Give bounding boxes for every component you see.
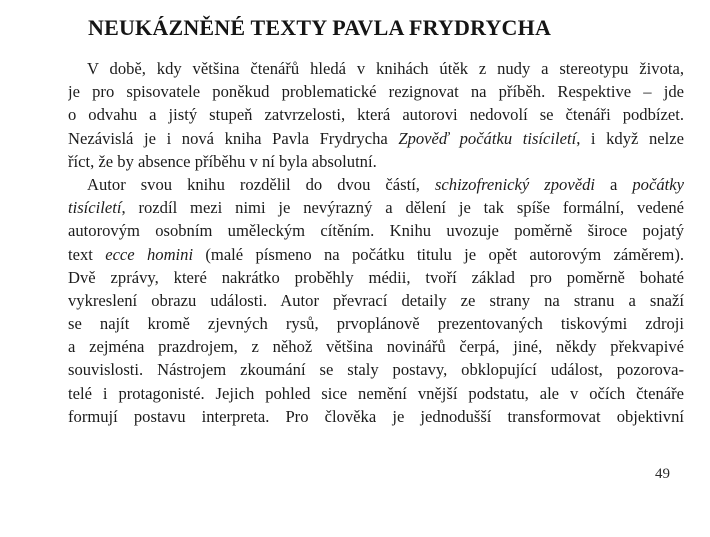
text-segment: vykreslení obrazu události. Autor převrací detaily ze strany na stranu a snaží xyxy=(68,290,684,310)
text-segment: telé i protagonisté. Jejich pohled sice nemění vnější podstatu, ale v očích čtenáře xyxy=(68,383,684,403)
text-segment: (malé písmeno na počátku titulu je opět autorovým záměrem). xyxy=(193,244,684,264)
text-line xyxy=(68,196,684,219)
text-line xyxy=(68,243,684,266)
text-segment: o odvahu a jistý stupeň zatvrzelosti, která autorovi nedovolí se čtenáři podbízet. xyxy=(68,105,684,125)
text-segment: Autor svou knihu rozdělil do dvou částí, xyxy=(87,174,435,194)
text-line xyxy=(68,405,684,428)
text-line xyxy=(68,173,684,196)
text-segment: Nezávislá je i nová kniha Pavla Frydrycha xyxy=(68,128,399,148)
text-line xyxy=(68,335,684,358)
page-number: 49 xyxy=(655,466,670,482)
italic-title-text: Zpověď počátku tisíciletí xyxy=(398,128,577,148)
text-segment: Dvě zprávy, které nakrátko proběhly médii, tvoří základ pro poměrně bohaté xyxy=(68,267,684,287)
italic-title-text: počátky xyxy=(632,174,684,194)
text-segment: a xyxy=(594,174,633,194)
text-line xyxy=(68,289,684,312)
body-text xyxy=(68,57,684,428)
text-line xyxy=(68,57,684,80)
text-segment: autorovým osobním uměleckým cítěním. Knihu uvozuje poměrně široce pojatý xyxy=(68,221,684,241)
text-line xyxy=(68,266,684,289)
text-line xyxy=(68,358,684,381)
paragraph xyxy=(68,57,684,173)
text-line xyxy=(68,80,684,103)
text-line xyxy=(68,127,684,150)
text-segment: se najít kromě zjevných rysů, prvoplánově prezentovaných tiskovými zdroji xyxy=(68,314,684,334)
text-line xyxy=(68,382,684,405)
text-segment: formují postavu interpreta. Pro člověka je jednodušší transformovat objektivní xyxy=(68,406,684,426)
text-segment: souvislosti. Nástrojem zkoumání se staly postavy, obklopující událost, pozorova- xyxy=(68,360,684,380)
text-segment: je pro spisovatele poněkud problematické rezignovat na příběh. Respektive – jde xyxy=(68,82,684,102)
text-segment: a zejména prazdrojem, z něhož většina novinářů čerpá, jiné, někdy překvapivé xyxy=(68,337,684,357)
text-line xyxy=(68,150,684,173)
paragraph xyxy=(68,173,684,428)
chapter-title: NEUKÁZNĚNÉ TEXTY PAVLA FRYDRYCHA xyxy=(88,15,552,40)
text-segment: text xyxy=(68,244,106,264)
italic-title-text: tisíciletí xyxy=(68,198,122,218)
text-line xyxy=(68,219,684,242)
text-line xyxy=(68,103,684,126)
text-segment: říct, že by absence příběhu v ní byla absolutní. xyxy=(68,151,377,171)
italic-title-text: ecce homini xyxy=(105,244,194,264)
text-segment: V době, kdy většina čtenářů hledá v knihách útěk z nudy a stereotypu života, xyxy=(87,59,684,78)
italic-title-text: schizofrenický zpovědi xyxy=(434,174,595,194)
text-line xyxy=(68,312,684,335)
text-segment: , i když nelze xyxy=(576,128,684,148)
text-segment: , rozdíl mezi nimi je nevýrazný a dělení je tak spíše formální, vedené xyxy=(121,198,684,218)
